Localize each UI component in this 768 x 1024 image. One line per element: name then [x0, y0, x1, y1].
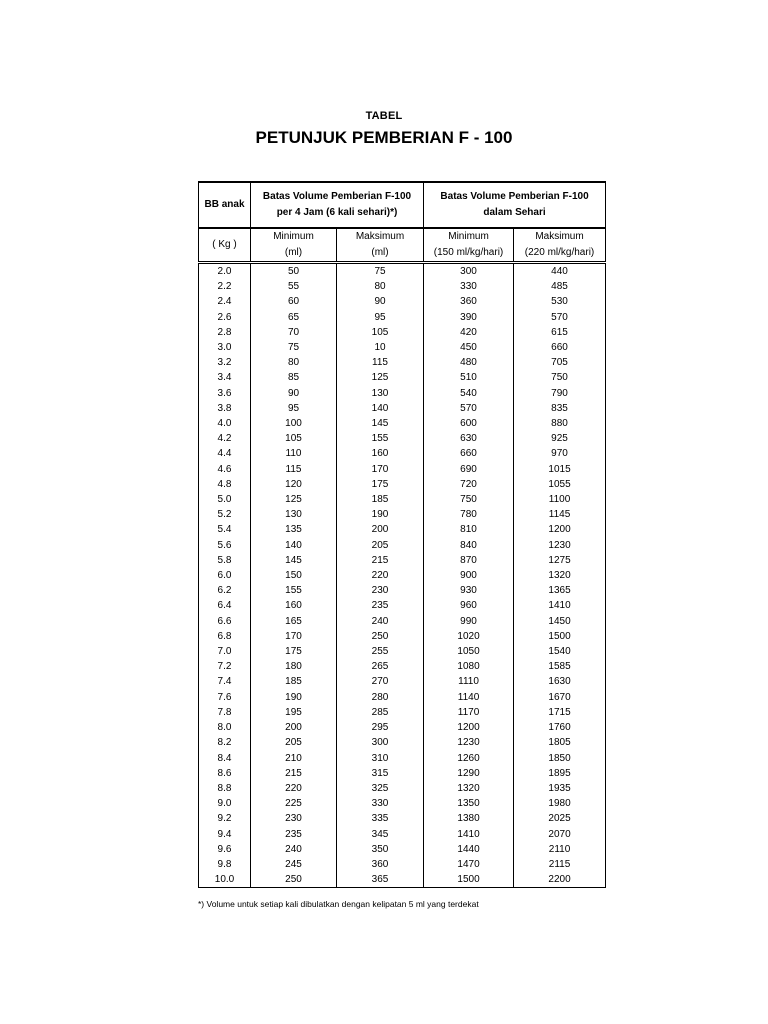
cell-max-per-day: 2070	[514, 827, 606, 842]
table-row	[199, 842, 606, 857]
cell-min-per-day: 1170	[424, 705, 514, 720]
cell-min-per-day: 960	[424, 598, 514, 613]
cell-max-ml: 360	[337, 857, 424, 872]
cell-max-ml: 200	[337, 522, 424, 537]
cell-max-ml: 315	[337, 766, 424, 781]
cell-body-weight: 9.4	[199, 827, 251, 842]
cell-min-ml: 210	[251, 751, 337, 766]
cell-max-per-day: 1500	[514, 629, 606, 644]
table-row	[199, 796, 606, 811]
table-row	[199, 751, 606, 766]
cell-min-ml: 170	[251, 629, 337, 644]
cell-max-ml: 235	[337, 598, 424, 613]
cell-max-ml: 95	[337, 310, 424, 325]
cell-min-per-day: 780	[424, 507, 514, 522]
cell-body-weight: 9.2	[199, 811, 251, 826]
cell-min-ml: 85	[251, 370, 337, 385]
table-row	[199, 735, 606, 750]
cell-min-per-day: 510	[424, 370, 514, 385]
cell-max-per-day: 1670	[514, 690, 606, 705]
cell-max-per-day: 530	[514, 294, 606, 309]
cell-max-per-day: 835	[514, 401, 606, 416]
cell-body-weight: 7.0	[199, 644, 251, 659]
cell-max-ml: 220	[337, 568, 424, 583]
cell-body-weight: 5.2	[199, 507, 251, 522]
cell-min-ml: 100	[251, 416, 337, 431]
table-row	[199, 310, 606, 325]
cell-min-per-day: 1080	[424, 659, 514, 674]
cell-min-ml: 70	[251, 325, 337, 340]
cell-min-ml: 105	[251, 431, 337, 446]
cell-min-ml: 200	[251, 720, 337, 735]
cell-max-per-day: 1895	[514, 766, 606, 781]
cell-body-weight: 7.4	[199, 674, 251, 689]
cell-min-per-day: 360	[424, 294, 514, 309]
table-row	[199, 386, 606, 401]
cell-min-ml: 55	[251, 279, 337, 294]
cell-min-per-day: 1260	[424, 751, 514, 766]
cell-min-ml: 195	[251, 705, 337, 720]
table-row	[199, 568, 606, 583]
cell-max-per-day: 1805	[514, 735, 606, 750]
cell-min-per-day: 600	[424, 416, 514, 431]
cell-body-weight: 2.2	[199, 279, 251, 294]
cell-min-per-day: 810	[424, 522, 514, 537]
column-group-per-4-hours	[251, 182, 424, 228]
column-group-per-day	[424, 182, 606, 228]
cell-max-per-day: 1935	[514, 781, 606, 796]
cell-body-weight: 3.6	[199, 386, 251, 401]
cell-min-ml: 240	[251, 842, 337, 857]
cell-body-weight: 5.6	[199, 538, 251, 553]
cell-max-ml: 215	[337, 553, 424, 568]
cell-min-ml: 225	[251, 796, 337, 811]
cell-min-ml: 185	[251, 674, 337, 689]
cell-min-per-day: 1140	[424, 690, 514, 705]
table-row	[199, 690, 606, 705]
table-row	[199, 370, 606, 385]
cell-min-ml: 50	[251, 263, 337, 280]
cell-min-ml: 60	[251, 294, 337, 309]
table-row	[199, 827, 606, 842]
cell-max-ml: 250	[337, 629, 424, 644]
cell-min-ml: 115	[251, 462, 337, 477]
cell-max-ml: 230	[337, 583, 424, 598]
cell-body-weight: 8.8	[199, 781, 251, 796]
table-row	[199, 857, 606, 872]
cell-min-ml: 205	[251, 735, 337, 750]
cell-max-ml: 140	[337, 401, 424, 416]
subheader-line: Maksimum	[535, 231, 584, 242]
cell-max-ml: 175	[337, 477, 424, 492]
table-header-row	[199, 182, 606, 228]
cell-min-per-day: 990	[424, 614, 514, 629]
cell-min-per-day: 870	[424, 553, 514, 568]
subheader-min-ml	[251, 228, 337, 263]
cell-max-ml: 105	[337, 325, 424, 340]
cell-max-per-day: 1410	[514, 598, 606, 613]
cell-body-weight: 4.2	[199, 431, 251, 446]
cell-body-weight: 7.8	[199, 705, 251, 720]
table-row	[199, 340, 606, 355]
cell-min-ml: 145	[251, 553, 337, 568]
cell-max-ml: 310	[337, 751, 424, 766]
cell-body-weight: 2.0	[199, 263, 251, 280]
cell-max-ml: 130	[337, 386, 424, 401]
cell-min-per-day: 1320	[424, 781, 514, 796]
cell-min-ml: 150	[251, 568, 337, 583]
cell-min-per-day: 570	[424, 401, 514, 416]
column-header-body-weight: BB anak	[199, 182, 251, 228]
cell-body-weight: 5.4	[199, 522, 251, 537]
cell-body-weight: 3.0	[199, 340, 251, 355]
cell-min-per-day: 1440	[424, 842, 514, 857]
cell-min-ml: 160	[251, 598, 337, 613]
cell-min-per-day: 1200	[424, 720, 514, 735]
cell-max-per-day: 1630	[514, 674, 606, 689]
subheader-line: Minimum	[273, 231, 314, 242]
cell-max-per-day: 1760	[514, 720, 606, 735]
cell-max-ml: 115	[337, 355, 424, 370]
cell-min-ml: 120	[251, 477, 337, 492]
table-row	[199, 614, 606, 629]
cell-body-weight: 5.0	[199, 492, 251, 507]
table-row	[199, 294, 606, 309]
cell-body-weight: 6.0	[199, 568, 251, 583]
group2-line2: dalam Sehari	[483, 207, 546, 218]
cell-max-per-day: 2025	[514, 811, 606, 826]
table-row	[199, 507, 606, 522]
cell-max-per-day: 2200	[514, 872, 606, 888]
cell-min-ml: 190	[251, 690, 337, 705]
table-row	[199, 705, 606, 720]
cell-body-weight: 7.2	[199, 659, 251, 674]
cell-max-per-day: 1145	[514, 507, 606, 522]
cell-min-ml: 220	[251, 781, 337, 796]
table-row	[199, 431, 606, 446]
cell-min-ml: 140	[251, 538, 337, 553]
table-row	[199, 872, 606, 888]
page-title: PETUNJUK PEMBERIAN F - 100	[255, 128, 513, 147]
cell-min-ml: 250	[251, 872, 337, 888]
cell-max-per-day: 2110	[514, 842, 606, 857]
cell-min-ml: 75	[251, 340, 337, 355]
subheader-line: (220 ml/kg/hari)	[524, 247, 595, 258]
cell-min-per-day: 1230	[424, 735, 514, 750]
table-row	[199, 416, 606, 431]
cell-body-weight: 8.0	[199, 720, 251, 735]
cell-max-ml: 80	[337, 279, 424, 294]
cell-max-ml: 125	[337, 370, 424, 385]
cell-min-ml: 135	[251, 522, 337, 537]
table-row	[199, 674, 606, 689]
table-row	[199, 522, 606, 537]
table-row	[199, 401, 606, 416]
cell-max-ml: 185	[337, 492, 424, 507]
cell-max-per-day: 1200	[514, 522, 606, 537]
cell-min-per-day: 1020	[424, 629, 514, 644]
cell-max-ml: 160	[337, 446, 424, 461]
cell-min-ml: 180	[251, 659, 337, 674]
cell-max-per-day: 790	[514, 386, 606, 401]
cell-min-per-day: 1350	[424, 796, 514, 811]
cell-max-per-day: 925	[514, 431, 606, 446]
table-row	[199, 644, 606, 659]
cell-min-per-day: 1410	[424, 827, 514, 842]
cell-max-ml: 270	[337, 674, 424, 689]
group2-line1: Batas Volume Pemberian F-100	[440, 191, 589, 202]
cell-max-ml: 255	[337, 644, 424, 659]
cell-body-weight: 6.4	[199, 598, 251, 613]
cell-max-ml: 145	[337, 416, 424, 431]
cell-min-per-day: 1380	[424, 811, 514, 826]
cell-max-per-day: 440	[514, 263, 606, 280]
cell-max-ml: 90	[337, 294, 424, 309]
cell-max-ml: 190	[337, 507, 424, 522]
cell-body-weight: 9.0	[199, 796, 251, 811]
cell-max-per-day: 1230	[514, 538, 606, 553]
cell-min-per-day: 540	[424, 386, 514, 401]
subheader-line: (ml)	[284, 247, 303, 258]
table-row	[199, 583, 606, 598]
cell-body-weight: 4.4	[199, 446, 251, 461]
table-subheader-row	[199, 228, 606, 263]
subheader-max-ml	[337, 228, 424, 263]
cell-min-per-day: 1050	[424, 644, 514, 659]
cell-body-weight: 9.8	[199, 857, 251, 872]
cell-max-per-day: 1320	[514, 568, 606, 583]
cell-max-per-day: 1715	[514, 705, 606, 720]
group1-line2: per 4 Jam (6 kali sehari)*)	[276, 207, 398, 218]
cell-min-ml: 155	[251, 583, 337, 598]
table-row	[199, 263, 606, 280]
cell-max-ml: 75	[337, 263, 424, 280]
cell-body-weight: 2.4	[199, 294, 251, 309]
table-label: TABEL	[365, 110, 403, 122]
cell-max-per-day: 485	[514, 279, 606, 294]
table-row	[199, 492, 606, 507]
cell-max-per-day: 2115	[514, 857, 606, 872]
cell-body-weight: 10.0	[199, 872, 251, 888]
unit-kg-header: ( Kg )	[199, 228, 251, 263]
cell-max-ml: 280	[337, 690, 424, 705]
cell-max-per-day: 1365	[514, 583, 606, 598]
footnote: *) Volume untuk setiap kali dibulatkan dengan kelipatan 5 ml yang terdekat	[198, 899, 479, 909]
cell-max-per-day: 1275	[514, 553, 606, 568]
cell-max-per-day: 1450	[514, 614, 606, 629]
table-row	[199, 629, 606, 644]
subheader-line: Maksimum	[355, 231, 405, 242]
cell-min-ml: 125	[251, 492, 337, 507]
cell-max-per-day: 705	[514, 355, 606, 370]
cell-body-weight: 5.8	[199, 553, 251, 568]
cell-min-per-day: 450	[424, 340, 514, 355]
cell-max-per-day: 1100	[514, 492, 606, 507]
cell-max-ml: 330	[337, 796, 424, 811]
cell-min-per-day: 930	[424, 583, 514, 598]
feeding-guide-table	[198, 181, 606, 888]
cell-max-ml: 295	[337, 720, 424, 735]
cell-min-ml: 90	[251, 386, 337, 401]
cell-body-weight: 8.4	[199, 751, 251, 766]
cell-min-per-day: 390	[424, 310, 514, 325]
cell-max-per-day: 750	[514, 370, 606, 385]
cell-min-per-day: 1290	[424, 766, 514, 781]
cell-max-per-day: 1850	[514, 751, 606, 766]
subheader-line: (150 ml/kg/hari)	[433, 247, 504, 258]
cell-max-per-day: 1055	[514, 477, 606, 492]
table-row	[199, 781, 606, 796]
cell-min-per-day: 1110	[424, 674, 514, 689]
cell-min-ml: 130	[251, 507, 337, 522]
cell-min-ml: 215	[251, 766, 337, 781]
cell-max-ml: 300	[337, 735, 424, 750]
cell-min-per-day: 1470	[424, 857, 514, 872]
table-row	[199, 553, 606, 568]
subheader-line: Minimum	[448, 231, 489, 242]
cell-body-weight: 6.6	[199, 614, 251, 629]
cell-body-weight: 4.6	[199, 462, 251, 477]
cell-min-per-day: 900	[424, 568, 514, 583]
table-row	[199, 477, 606, 492]
cell-body-weight: 7.6	[199, 690, 251, 705]
cell-max-per-day: 660	[514, 340, 606, 355]
cell-min-ml: 95	[251, 401, 337, 416]
cell-max-ml: 285	[337, 705, 424, 720]
table-row	[199, 462, 606, 477]
subheader-line: (ml)	[371, 247, 389, 258]
cell-max-ml: 345	[337, 827, 424, 842]
cell-max-per-day: 1585	[514, 659, 606, 674]
cell-max-ml: 205	[337, 538, 424, 553]
table-row	[199, 811, 606, 826]
cell-body-weight: 3.8	[199, 401, 251, 416]
cell-max-per-day: 880	[514, 416, 606, 431]
cell-min-per-day: 420	[424, 325, 514, 340]
cell-max-per-day: 1540	[514, 644, 606, 659]
subheader-max-per-day	[514, 228, 606, 263]
cell-min-ml: 230	[251, 811, 337, 826]
cell-min-ml: 245	[251, 857, 337, 872]
cell-body-weight: 2.8	[199, 325, 251, 340]
table-row	[199, 720, 606, 735]
cell-min-ml: 235	[251, 827, 337, 842]
cell-max-per-day: 570	[514, 310, 606, 325]
cell-body-weight: 8.2	[199, 735, 251, 750]
table-row	[199, 659, 606, 674]
cell-body-weight: 9.6	[199, 842, 251, 857]
cell-min-ml: 165	[251, 614, 337, 629]
cell-max-ml: 265	[337, 659, 424, 674]
cell-min-ml: 175	[251, 644, 337, 659]
table-row	[199, 279, 606, 294]
cell-body-weight: 6.2	[199, 583, 251, 598]
cell-min-per-day: 300	[424, 263, 514, 280]
cell-min-ml: 80	[251, 355, 337, 370]
cell-max-ml: 240	[337, 614, 424, 629]
cell-body-weight: 2.6	[199, 310, 251, 325]
cell-body-weight: 8.6	[199, 766, 251, 781]
cell-max-ml: 365	[337, 872, 424, 888]
group1-line1: Batas Volume Pemberian F-100	[262, 191, 412, 202]
cell-max-ml: 350	[337, 842, 424, 857]
cell-min-per-day: 720	[424, 477, 514, 492]
cell-min-per-day: 480	[424, 355, 514, 370]
cell-min-per-day: 660	[424, 446, 514, 461]
cell-max-ml: 155	[337, 431, 424, 446]
cell-min-per-day: 330	[424, 279, 514, 294]
cell-body-weight: 6.8	[199, 629, 251, 644]
cell-body-weight: 4.8	[199, 477, 251, 492]
table-row	[199, 446, 606, 461]
cell-body-weight: 4.0	[199, 416, 251, 431]
cell-min-per-day: 690	[424, 462, 514, 477]
cell-body-weight: 3.2	[199, 355, 251, 370]
cell-min-ml: 65	[251, 310, 337, 325]
cell-max-per-day: 1980	[514, 796, 606, 811]
cell-body-weight: 3.4	[199, 370, 251, 385]
cell-min-per-day: 1500	[424, 872, 514, 888]
subheader-min-per-day	[424, 228, 514, 263]
table-row	[199, 355, 606, 370]
cell-max-ml: 10	[337, 340, 424, 355]
cell-max-per-day: 615	[514, 325, 606, 340]
table-row	[199, 325, 606, 340]
cell-min-ml: 110	[251, 446, 337, 461]
cell-min-per-day: 630	[424, 431, 514, 446]
cell-max-ml: 325	[337, 781, 424, 796]
table-row	[199, 766, 606, 781]
table-row	[199, 538, 606, 553]
cell-max-ml: 335	[337, 811, 424, 826]
table-body	[199, 263, 606, 888]
cell-min-per-day: 840	[424, 538, 514, 553]
cell-max-per-day: 1015	[514, 462, 606, 477]
cell-min-per-day: 750	[424, 492, 514, 507]
table-row	[199, 598, 606, 613]
cell-max-ml: 170	[337, 462, 424, 477]
cell-max-per-day: 970	[514, 446, 606, 461]
